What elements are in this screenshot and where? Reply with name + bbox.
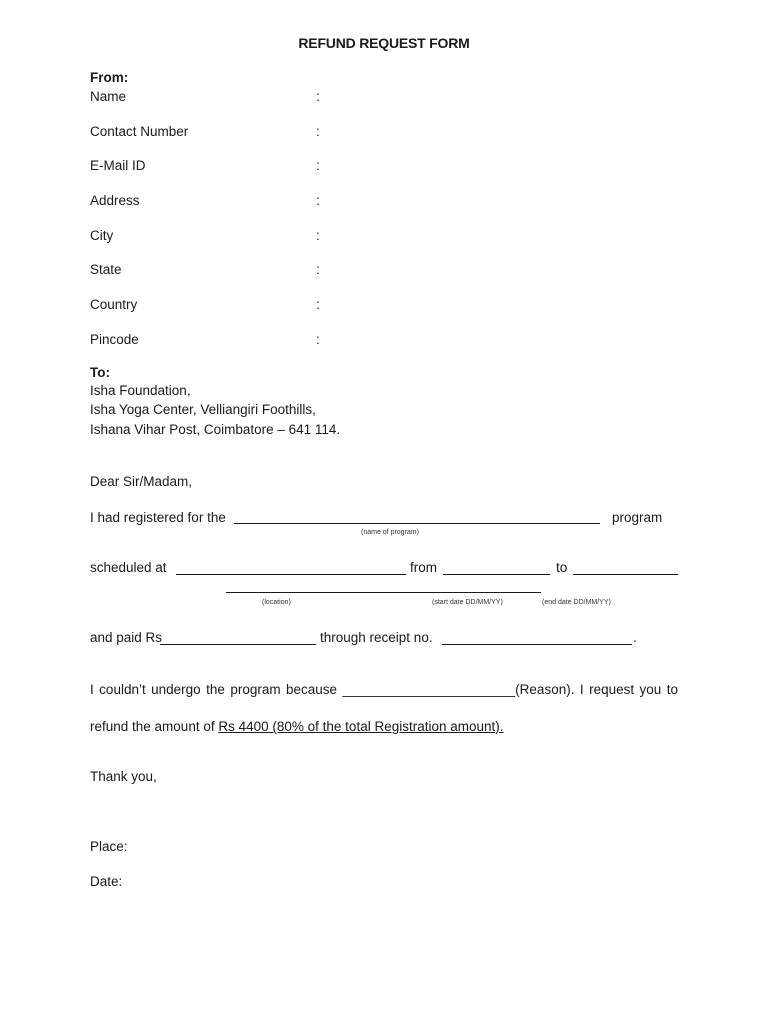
field-name-label: Name — [90, 89, 127, 104]
to-address-line-1: Isha Foundation, — [90, 383, 191, 398]
program-line-prefix: I had registered for the — [90, 510, 226, 525]
field-country-colon: : — [316, 297, 320, 312]
location-blank[interactable] — [176, 574, 406, 575]
refund-line — [90, 718, 504, 736]
from-label: From: — [90, 70, 129, 85]
field-pincode-colon: : — [316, 332, 320, 347]
program-line-suffix: program — [612, 510, 663, 525]
field-state-colon: : — [316, 262, 320, 277]
receipt-number-blank[interactable] — [442, 644, 632, 645]
field-city-colon: : — [316, 228, 320, 243]
to-label: To: — [90, 365, 110, 380]
field-pincode-label: Pincode — [90, 332, 139, 347]
payment-line-end: . — [633, 630, 637, 645]
field-address-label: Address — [90, 193, 140, 208]
location-caption: (location) — [262, 599, 291, 606]
date-label: Date: — [90, 874, 123, 889]
schedule-from-label: from — [410, 560, 437, 575]
program-name-caption: (name of program) — [361, 529, 419, 536]
refund-line-prefix: refund the amount of — [90, 719, 215, 734]
to-address-line-3: Ishana Vihar Post, Coimbatore – 641 114. — [90, 422, 341, 437]
reason-line: I couldn’t undergo the program because _______________________(Reason). I request you to — [90, 682, 678, 697]
end-date-blank[interactable] — [573, 574, 678, 575]
start-date-blank[interactable] — [443, 574, 550, 575]
program-name-blank[interactable] — [234, 523, 600, 524]
closing: Thank you, — [90, 769, 157, 784]
amount-blank[interactable] — [160, 644, 316, 645]
place-label: Place: — [90, 839, 128, 854]
schedule-line-prefix: scheduled at — [90, 560, 167, 575]
field-contact-colon: : — [316, 124, 320, 139]
field-country-label: Country — [90, 297, 138, 312]
field-email-colon: : — [316, 158, 320, 173]
field-email-label: E-Mail ID — [90, 158, 146, 173]
payment-line-prefix: and paid Rs — [90, 630, 163, 645]
form-title: REFUND REQUEST FORM — [298, 35, 470, 51]
schedule-extra-rule — [226, 592, 541, 593]
schedule-to-label: to — [556, 560, 568, 575]
refund-amount: Rs 4400 (80% of the total Registration amount). — [218, 719, 504, 734]
field-city-label: City — [90, 228, 114, 243]
field-state-label: State — [90, 262, 122, 277]
start-date-caption: (start date DD/MM/YY) — [432, 599, 503, 606]
to-address-line-2: Isha Yoga Center, Velliangiri Foothills, — [90, 402, 316, 417]
receipt-label: through receipt no. — [320, 630, 433, 645]
end-date-caption: (end date DD/MM/YY) — [542, 599, 611, 606]
field-address-colon: : — [316, 193, 320, 208]
field-name-colon: : — [316, 89, 320, 104]
field-contact-label: Contact Number — [90, 124, 189, 139]
salutation: Dear Sir/Madam, — [90, 474, 193, 489]
